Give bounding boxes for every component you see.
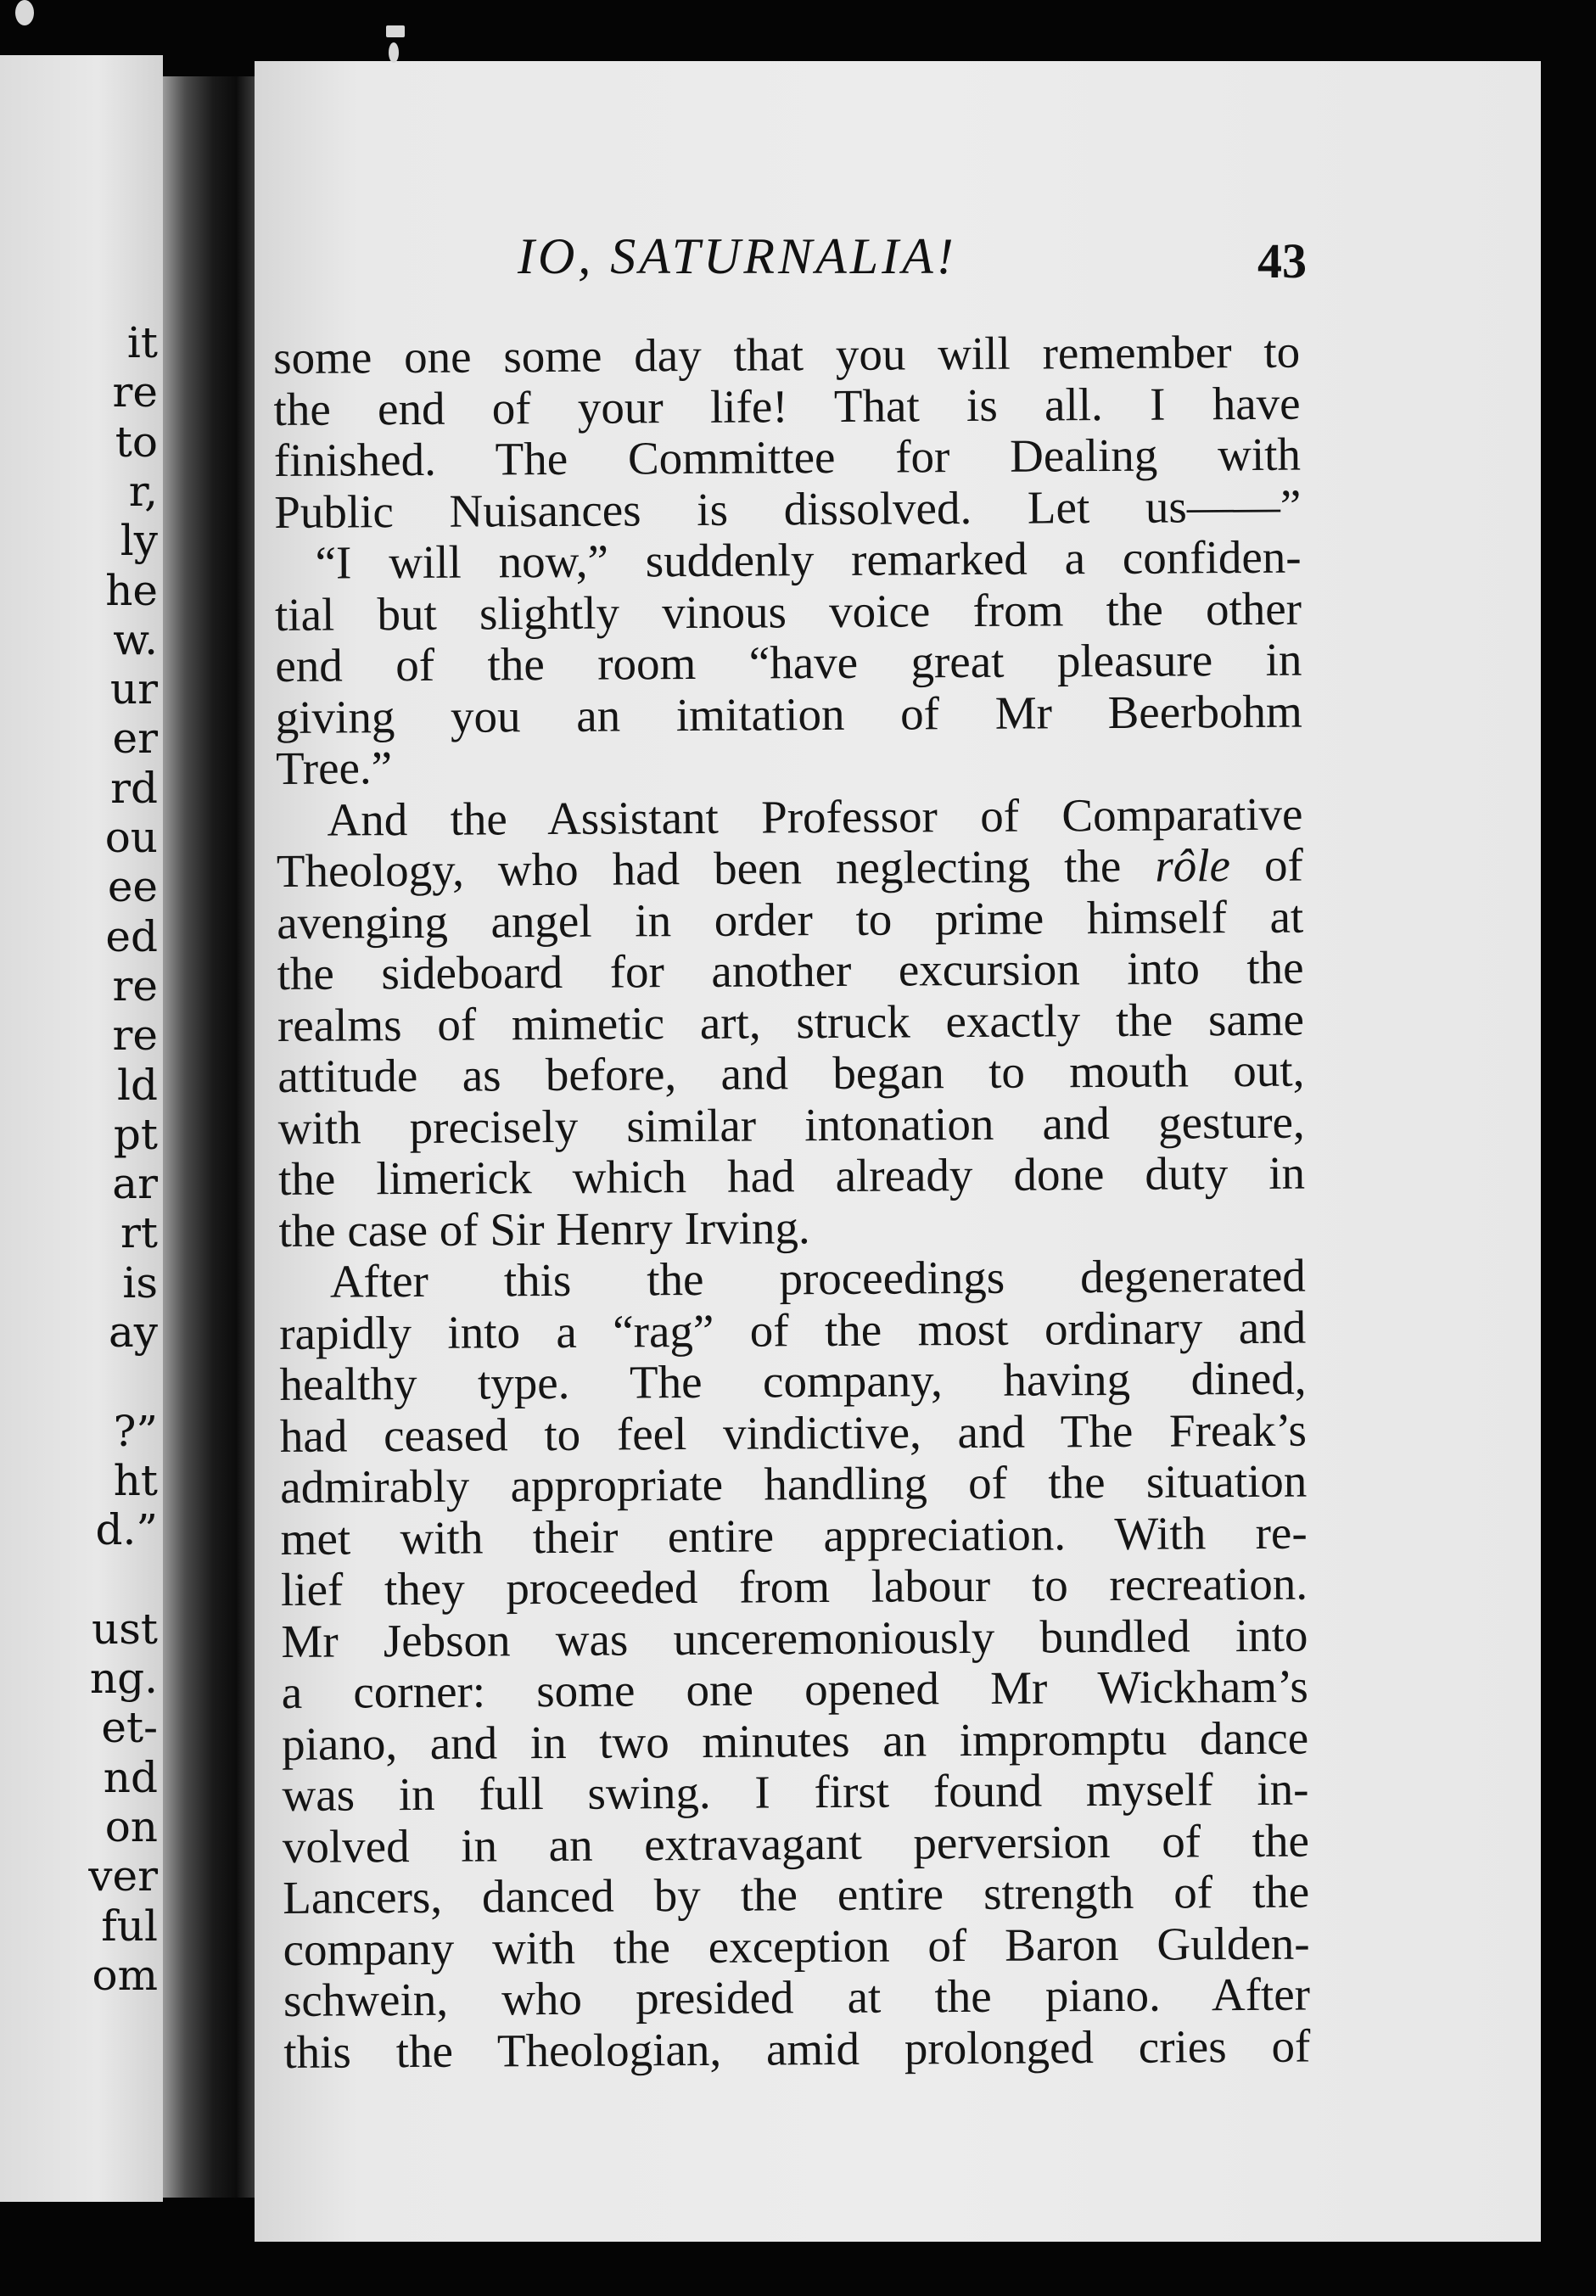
- text-line: healthy type. The company, having dined,: [279, 1352, 1307, 1410]
- scan-speck: [389, 42, 399, 63]
- left-page-line-fragment: re: [112, 367, 158, 417]
- left-facing-page: [0, 55, 163, 2202]
- text-line: had ceased to feel vindictive, and The Freak’s: [279, 1403, 1308, 1462]
- text-line: realms of mimetic art, struck exactly the same: [277, 993, 1305, 1051]
- text-line: giving you an imitation of Mr Beerbohm: [275, 685, 1302, 743]
- left-page-line-fragment: ?”: [113, 1406, 158, 1456]
- left-page-line-fragment: om: [92, 1950, 158, 2000]
- left-page-line-fragment: ful: [101, 1901, 158, 1951]
- scan-speck: [15, 0, 34, 25]
- left-page-line-fragment: et-: [101, 1703, 158, 1753]
- left-page-line-fragment: ust: [92, 1604, 158, 1654]
- text-line: some one some day that you will remember to: [272, 325, 1301, 384]
- left-page-line-fragment: nd: [103, 1752, 158, 1802]
- left-page-line-fragment: rd: [110, 763, 158, 813]
- text-line: the end of your life! That is all. I have: [273, 377, 1301, 435]
- left-page-line-fragment: d.”: [95, 1505, 158, 1555]
- left-page-line-fragment: ar: [112, 1159, 158, 1209]
- text-line: Mr Jebson was unceremoniously bundled into: [281, 1609, 1308, 1667]
- text-line: avenging angel in order to prime himself at: [277, 890, 1304, 949]
- text-line: end of the room “have great pleasure in: [275, 633, 1302, 692]
- text-line: After this the proceedings degenerated: [329, 1249, 1306, 1308]
- text-line: attitude as before, and began to mouth out,: [277, 1044, 1305, 1102]
- page-header: [255, 227, 1307, 295]
- text-line: schwein, who presided at the piano. After: [283, 1968, 1311, 2026]
- left-page-line-fragment: ht: [113, 1455, 158, 1505]
- left-page-line-fragment: ee: [107, 862, 158, 912]
- text-line: with precisely similar intonation and gesture,: [277, 1095, 1305, 1154]
- text-line: Lancers, danced by the entire strength of the: [283, 1865, 1310, 1924]
- left-page-line-fragment: is: [122, 1257, 158, 1308]
- text-line: the sideboard for another excursion into the: [277, 941, 1304, 1000]
- left-page-line-fragment: w.: [113, 614, 158, 664]
- text-line: Tree.”: [275, 742, 393, 794]
- text-line: this the Theologian, amid prolonged cries of: [283, 2019, 1311, 2078]
- text-line: “I will now,” suddenly remarked a confiden-: [315, 530, 1302, 589]
- left-page-line-fragment: ly: [120, 516, 158, 566]
- left-page-line-fragment: pt: [113, 1109, 158, 1159]
- left-page-line-fragment: it: [126, 318, 158, 367]
- text-line: rapidly into a “rag” of the most ordinary and: [279, 1301, 1307, 1359]
- text-line: admirably appropriate handling of the situation: [280, 1454, 1308, 1513]
- page-number: 43: [1257, 233, 1307, 288]
- scan-speck: [386, 25, 405, 37]
- left-page-line-fragment: ed: [105, 911, 158, 961]
- left-page-line-fragment: on: [104, 1802, 158, 1851]
- left-page-line-fragment: re: [112, 960, 158, 1011]
- left-page-line-fragment: ou: [104, 813, 158, 862]
- body-text: [273, 327, 1311, 2078]
- left-page-line-fragment: ur: [109, 664, 158, 714]
- book-gutter-shadow: [163, 76, 255, 2198]
- left-page-line-fragment: re: [112, 1011, 158, 1061]
- text-line: the case of Sir Henry Irving.: [278, 1201, 810, 1257]
- text-line: the limerick which had already done duty in: [277, 1146, 1306, 1205]
- text-line: lief they proceeded from labour to recreation.: [280, 1557, 1308, 1616]
- text-line: piano, and in two minutes an impromptu dance: [281, 1711, 1309, 1770]
- left-page-line-fragment: rt: [120, 1208, 158, 1258]
- text-line: met with their entire appreciation. With re-: [280, 1506, 1308, 1565]
- left-page-line-fragment: ver: [88, 1851, 158, 1901]
- left-page-line-fragment: to: [115, 417, 158, 467]
- text-line: Public Nuisances is dissolved. Let us——”: [274, 479, 1302, 538]
- text-line: a corner: some one opened Mr Wickham’s: [281, 1660, 1308, 1718]
- text-line: company with the exception of Baron Gulden-: [283, 1917, 1310, 1975]
- left-page-line-fragment: ay: [108, 1308, 158, 1357]
- text-line: And the Assistant Professor of Comparative: [327, 787, 1303, 846]
- left-page-line-fragment: r,: [128, 466, 158, 516]
- text-line: Theology, who had been neglecting the rôle of: [276, 838, 1304, 897]
- running-title: IO, SATURNALIA!: [518, 228, 957, 284]
- text-line: volved in an extravagant perversion of the: [282, 1814, 1310, 1873]
- text-line: tial but slightly vinous voice from the other: [274, 582, 1302, 641]
- text-line: was in full swing. I first found myself in-: [282, 1762, 1309, 1821]
- left-page-line-fragment: he: [105, 565, 158, 615]
- left-page-line-fragment: er: [112, 714, 158, 764]
- left-page-line-fragment: ld: [117, 1060, 158, 1110]
- text-line: finished. The Committee for Dealing with: [273, 428, 1302, 486]
- left-page-line-fragment: ng.: [89, 1654, 158, 1704]
